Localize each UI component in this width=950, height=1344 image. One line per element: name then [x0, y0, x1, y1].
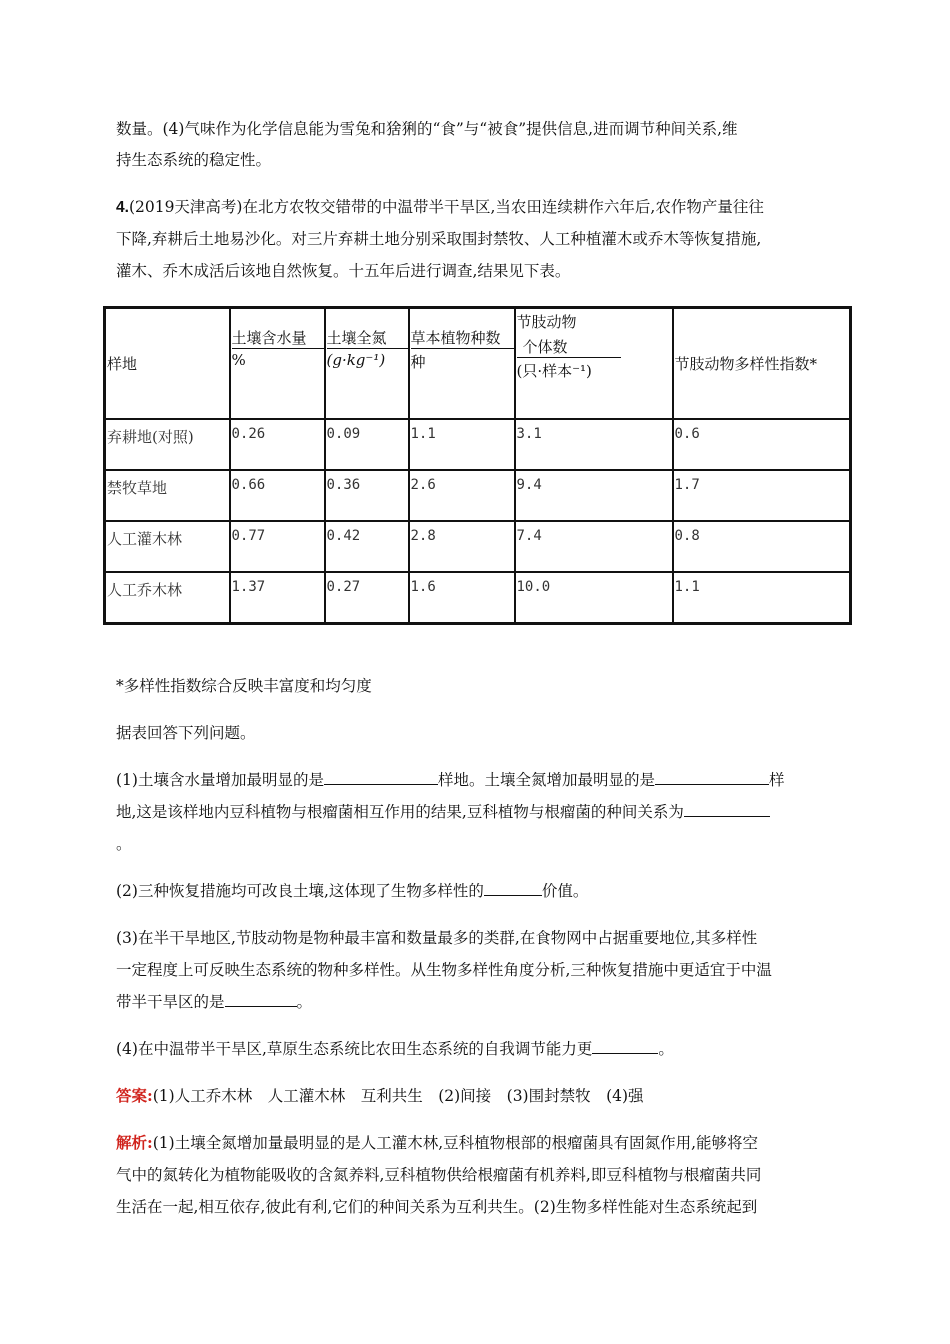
- header-nitrogen: 土壤全氮 (g·kg⁻¹): [325, 308, 409, 419]
- question-number: 4.: [116, 199, 129, 216]
- analysis-line-1: 解析:(1)土壤全氮增加量最明显的是人工灌木林,豆科植物根部的根瘤菌具有固氮作用,能够将空: [116, 1133, 759, 1152]
- cell-arthropod: 3.1: [515, 419, 673, 470]
- cell-herb: 2.6: [409, 470, 515, 521]
- sub-question-1-line-1: (1)土壤含水量增加最明显的是 样地。土壤全氮增加最明显的是 样: [116, 771, 785, 789]
- cell-site: 弃耕地(对照): [105, 419, 230, 470]
- question-line-1: [116, 195, 764, 217]
- analysis-line-3: 生活在一起,相互依存,彼此有利,它们的种间关系为互利共生。(2)生物多样性能对生态系统起到: [116, 1198, 758, 1216]
- blank-1[interactable]: [324, 770, 438, 785]
- question-line-2: 下降,弃耕后土地易沙化。对三片弃耕土地分别采取围封禁牧、人工种植灌木或乔木等恢复措施,: [116, 230, 762, 248]
- sub-question-1-line-2: 地,这是该样地内豆科植物与根瘤菌相互作用的结果,豆科植物与根瘤菌的种间关系为: [116, 800, 770, 822]
- header-herb: 草本植物种数 种: [409, 308, 515, 419]
- table-header-row: [105, 308, 851, 419]
- table-row: [105, 470, 851, 521]
- header-water: 土壤含水量 %: [230, 308, 325, 419]
- answer-label: 答案:: [116, 1086, 153, 1105]
- cell-diversity: 1.1: [673, 572, 851, 624]
- question-text: (2019天津高考)在北方农牧交错带的中温带半干旱区,当农田连续耕作六年后,农作物产量往往: [128, 198, 764, 216]
- analysis-label: 解析:: [116, 1133, 153, 1152]
- sub-question-3-line-3: 带半干旱区的是 。: [116, 993, 313, 1011]
- cell-diversity: 0.8: [673, 521, 851, 572]
- blank-3[interactable]: [684, 802, 770, 817]
- cell-water: 1.37: [230, 572, 325, 624]
- sub-question-2: (2)三种恢复措施均可改良土壤,这体现了生物多样性的 价值。: [116, 882, 589, 900]
- footnote: *多样性指数综合反映丰富度和均匀度: [116, 677, 372, 695]
- intro-line-2: 持生态系统的稳定性。: [116, 151, 272, 169]
- cell-nitrogen: 0.42: [325, 521, 409, 572]
- table-row: [105, 419, 851, 470]
- blank-2[interactable]: [655, 770, 769, 785]
- cell-site: 禁牧草地: [105, 470, 230, 521]
- header-arthropod-count: 节肢动物 个体数 (只·样本⁻¹): [515, 308, 673, 419]
- cell-herb: 1.6: [409, 572, 515, 624]
- answer-line: [116, 1084, 644, 1106]
- cell-nitrogen: 0.27: [325, 572, 409, 624]
- cell-diversity: 0.6: [673, 419, 851, 470]
- cell-nitrogen: 0.09: [325, 419, 409, 470]
- analysis-line-2: 气中的氮转化为植物能吸收的含氮养料,豆科植物供给根瘤菌有机养料,即豆科植物与根瘤菌共同: [116, 1166, 762, 1184]
- table-row: [105, 572, 851, 624]
- cell-diversity: 1.7: [673, 470, 851, 521]
- sub-question-4: (4)在中温带半干旱区,草原生态系统比农田生态系统的自我调节能力更 。: [116, 1040, 674, 1058]
- sub-question-3-line-2: 一定程度上可反映生态系统的物种多样性。从生物多样性角度分析,三种恢复措施中更适宜于中温: [116, 961, 772, 979]
- blank-5[interactable]: [225, 992, 297, 1007]
- cell-arthropod: 10.0: [515, 572, 673, 624]
- intro-line-1: 数量。(4)气味作为化学信息能为雪兔和猞猁的“食”与“被食”提供信息,进而调节种间关系,维: [116, 120, 738, 138]
- cell-arthropod: 9.4: [515, 470, 673, 521]
- cell-nitrogen: 0.36: [325, 470, 409, 521]
- header-site: 样地: [105, 308, 230, 419]
- survey-table: [103, 306, 852, 625]
- answer-text: (1)人工乔木林 人工灌木林 互利共生 (2)间接 (3)围封禁牧 (4)强: [152, 1087, 644, 1105]
- cell-herb: 1.1: [409, 419, 515, 470]
- cell-water: 0.77: [230, 521, 325, 572]
- cell-arthropod: 7.4: [515, 521, 673, 572]
- blank-4[interactable]: [484, 881, 542, 896]
- table-row: [105, 521, 851, 572]
- cell-water: 0.26: [230, 419, 325, 470]
- cell-water: 0.66: [230, 470, 325, 521]
- question-line-3: 灌木、乔木成活后该地自然恢复。十五年后进行调查,结果见下表。: [116, 262, 571, 280]
- cell-site: 人工乔木林: [105, 572, 230, 624]
- prompt: 据表回答下列问题。: [116, 724, 256, 742]
- cell-site: 人工灌木林: [105, 521, 230, 572]
- header-diversity: 节肢动物多样性指数*: [673, 308, 851, 419]
- blank-6[interactable]: [592, 1039, 658, 1054]
- sub-question-3-line-1: (3)在半干旱地区,节肢动物是物种最丰富和数量最多的类群,在食物网中占据重要地位,其多样性: [116, 929, 758, 947]
- sub-question-1-line-3: 。: [116, 835, 132, 853]
- cell-herb: 2.8: [409, 521, 515, 572]
